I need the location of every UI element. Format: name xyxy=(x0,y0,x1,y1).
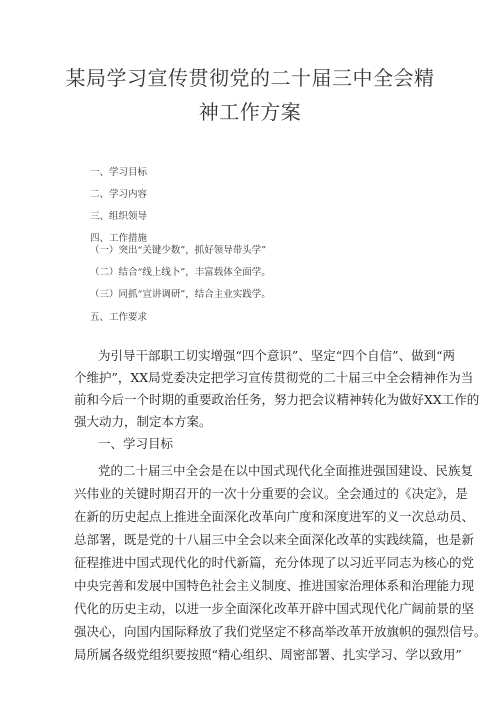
outline-item: 一、学习目标 xyxy=(90,167,148,178)
intro-paragraph-line: 强大动力，制定本方案。 xyxy=(74,414,212,429)
outline-item: 二、学习内容 xyxy=(90,189,148,200)
section-paragraph-line: 兴伟业的关键时期召开的一次十分重要的会议。全会通过的《决定》，是 xyxy=(74,486,468,501)
section-paragraph-line: 代化的历史主动，以进一步全面深化改革开辟中国式现代化广阔前景的坚 xyxy=(74,601,475,616)
intro-paragraph-line: 个维护”，XX局党委决定把学习宣传贯彻党的二十届三中全会精神作为当 xyxy=(74,370,474,385)
outline-subitem: （二）结合“线上线卜”，丰富载体全面学。 xyxy=(90,267,271,278)
intro-paragraph-line: 为引导干部职工切实增强“四个意识”、坚定“四个自信”、做到“两 xyxy=(98,348,455,363)
section-paragraph-line: 总部署，既是党的十八届三中全会以来全面深化改革的实践续篇，也是新 xyxy=(74,532,475,547)
document-title-line-2: 神工作方案 xyxy=(198,100,302,124)
section-paragraph-line: 党的二十届三中全会是在以中国式现代化全面推进强国建设、民族复 xyxy=(98,463,474,478)
intro-paragraph-line: 前和今后一个时期的重要政治任务，努力把会议精神转化为做好XX工作的 xyxy=(74,392,480,407)
outline-subitem: （一）突出“关键少数”，抓好领导带头学” xyxy=(90,245,267,256)
outline-item: 三、组织领导 xyxy=(90,211,148,222)
outline-subitem: （三）同抓“宣讲调研”，结合主业实践学。 xyxy=(90,289,271,300)
outline-item: 四、工作措施 xyxy=(90,233,148,244)
section-paragraph-line: 局所属各级党组织要按照“精心组织、周密部署、扎实学习、学以致用” xyxy=(74,647,462,662)
section-heading: 一、学习目标 xyxy=(98,436,174,451)
section-paragraph-line: 中央完善和发展中国特色社会主义制度、推进国家治理体系和治理能力现 xyxy=(74,578,475,593)
document-title-line-1: 某局学习宣传贯彻党的二十届三中全会精 xyxy=(65,66,435,90)
section-paragraph-line: 征程推进中国式现代化的时代新篇，充分体现了以习近平同志为核心的党 xyxy=(74,555,475,570)
section-paragraph-line: 在新的历史起点上推进全面深化改革向广度和深度进军的义一次总动员、 xyxy=(74,509,475,524)
section-paragraph-line: 强决心，向国内国际释放了我们党坚定不移高举改革开放旗帜的强烈信号。 xyxy=(74,624,487,639)
outline-item: 五、工作要求 xyxy=(90,312,148,323)
